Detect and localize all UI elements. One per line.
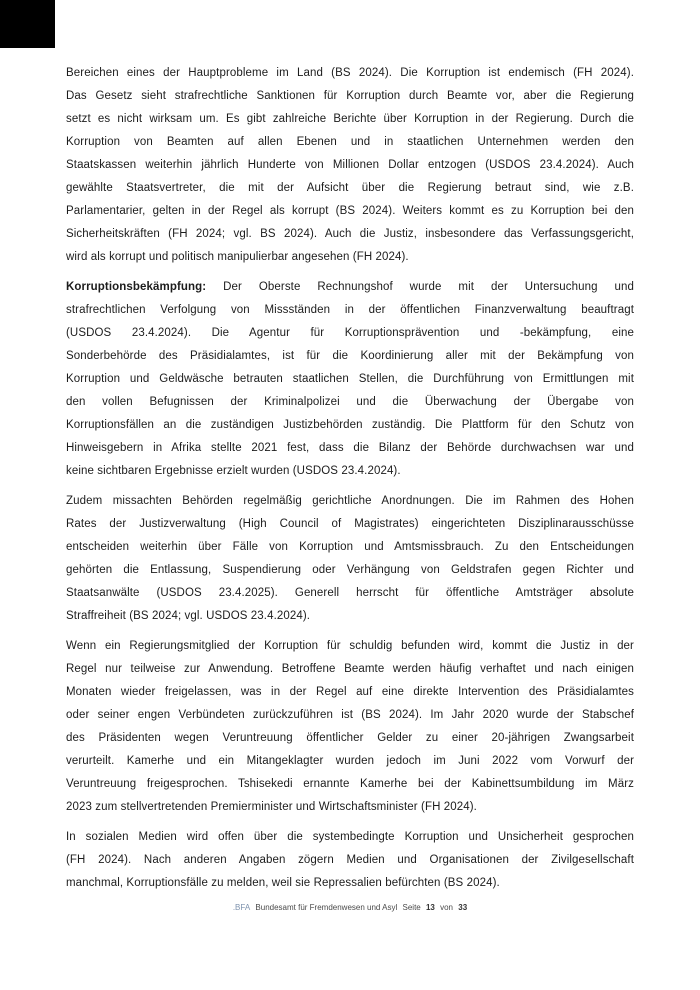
paragraph: [66, 62, 634, 269]
text-line: Rates der Justizverwaltung (High Council of Magistrates) eingerichteten Disziplinarausschüsse: [66, 518, 634, 530]
document-body: [66, 62, 634, 902]
text-line: Staatskassen weiterhin jährlich Hunderte von Millionen Dollar entzogen (USDOS 23.4.2024). Auch: [66, 159, 634, 171]
paragraph: [66, 276, 634, 483]
text-line: wird als korrupt und politisch manipulierbar angesehen (FH 2024).: [66, 251, 409, 263]
redaction-box: [0, 0, 55, 48]
text-line: des Präsidenten wegen Veruntreuung öffentlicher Gelder zu einer 20-jährigen Zwangsarbeit: [66, 732, 634, 744]
text-line: Hinweisgebern in Afrika stellte 2021 fest, dass die Bilanz der Behörde durchwachsen war und: [66, 442, 634, 454]
text-line: Wenn ein Regierungsmitglied der Korruption für schuldig befunden wird, kommt die Justiz in der: [66, 640, 634, 652]
page-footer: [0, 902, 700, 914]
text-line: Korruption von Beamten auf allen Ebenen und in staatlichen Unternehmen werden den: [66, 136, 634, 148]
text-line: Bereichen eines der Hauptprobleme im Land (BS 2024). Die Korruption ist endemisch (FH 2024).: [66, 67, 634, 79]
text-line: Regel nur teilweise zur Anwendung. Betroffene Beamte werden häufig verhaftet und nach einigen: [66, 663, 634, 675]
text-line: setzt es nicht wirksam um. Es gibt zahlreiche Berichte über Korruption in der Regierung. Durch die: [66, 113, 634, 125]
footer-page-label: Seite: [402, 903, 421, 912]
text-line: (USDOS 23.4.2024). Die Agentur für Korruptionsprävention und -bekämpfung, eine: [66, 327, 634, 339]
text-line: gehörten die Entlassung, Suspendierung oder Verhängung von Geldstrafen gegen Richter und: [66, 564, 634, 576]
footer-total-pages: 33: [458, 903, 468, 912]
text-line: manchmal, Korruptionsfälle zu melden, weil sie Repressalien befürchten (BS 2024).: [66, 877, 500, 889]
text-line: entscheiden weiterhin über Fälle von Korruption und Amtsmissbrauch. Zu den Entscheidungen: [66, 541, 634, 553]
text-line: Korruption und Geldwäsche betrauten staatlichen Stellen, die Durchführung von Ermittlungen mit: [66, 373, 634, 385]
text-line: Staatsanwälte (USDOS 23.4.2025). Generell herrscht für öffentliche Amtsträger absolute: [66, 587, 634, 599]
text-line: Sicherheitskräften (FH 2024; vgl. BS 2024). Auch die Justiz, insbesondere das Verfassungsgericht,: [66, 228, 634, 240]
paragraph: [66, 635, 634, 819]
text-line: Korruptionsbekämpfung: Der Oberste Rechnungshof wurde mit der Untersuchung und: [66, 281, 634, 293]
text-line: keine sichtbaren Ergebnisse erzielt wurden (USDOS 23.4.2024).: [66, 465, 401, 477]
text-line: Veruntreuung freigesprochen. Tshisekedi ernannte Kamerhe bei der Kabinettsumbildung im März: [66, 778, 634, 790]
text-line: strafrechtlichen Verfolgung von Missständen in der öffentlichen Finanzverwaltung beauftragt: [66, 304, 634, 316]
footer-org-name: Bundesamt für Fremdenwesen und Asyl: [255, 903, 398, 912]
text-line: Parlamentarier, gelten in der Regel als korrupt (BS 2024). Weiters kommt es zu Korruption bei den: [66, 205, 634, 217]
text-line: Monaten wieder freigelassen, was in der Regel auf eine direkte Intervention des Präsidialamtes: [66, 686, 634, 698]
paragraph: [66, 490, 634, 628]
text-line: gewählte Staatsvertreter, die mit der Aufsicht über die Regierung betraut sind, wie z.B.: [66, 182, 634, 194]
text-line: (FH 2024). Nach anderen Angaben zögern Medien und Organisationen der Zivilgesellschaft: [66, 854, 634, 866]
text-line: Straffreiheit (BS 2024; vgl. USDOS 23.4.2024).: [66, 610, 311, 622]
text-line: oder seiner engen Verbündeten zurückzuführen ist (BS 2024). Im Jahr 2020 wurde der Stabschef: [66, 709, 634, 721]
text-line: In sozialen Medien wird offen über die systembedingte Korruption und Unsicherheit gesprochen: [66, 831, 634, 843]
footer-of-label: von: [440, 903, 454, 912]
text-line: Das Gesetz sieht strafrechtliche Sanktionen für Korruption durch Beamte vor, aber die Regierung: [66, 90, 634, 102]
bfa-logo: .BFA: [232, 903, 251, 912]
text-line: Zudem missachten Behörden regelmäßig gerichtliche Anordnungen. Die im Rahmen des Hohen: [66, 495, 634, 507]
paragraph: [66, 826, 634, 895]
text-line: Korruptionsfällen an die zuständigen Justizbehörden zuständig. Die Plattform für den Schutz von: [66, 419, 634, 431]
text-line: verurteilt. Kamerhe und ein Mitangeklagter wurden jedoch im Juni 2022 vom Vorwurf der: [66, 755, 634, 767]
text-line: den vollen Befugnissen der Kriminalpolizei und die Überwachung der Übergabe von: [66, 396, 634, 408]
footer-page-number: 13: [425, 903, 435, 912]
text-line: Sonderbehörde des Präsidialamtes, ist für die Koordinierung aller mit der Bekämpfung von: [66, 350, 634, 362]
text-line: 2023 zum stellvertretenden Premierminister und Wirtschaftsminister (FH 2024).: [66, 801, 477, 813]
